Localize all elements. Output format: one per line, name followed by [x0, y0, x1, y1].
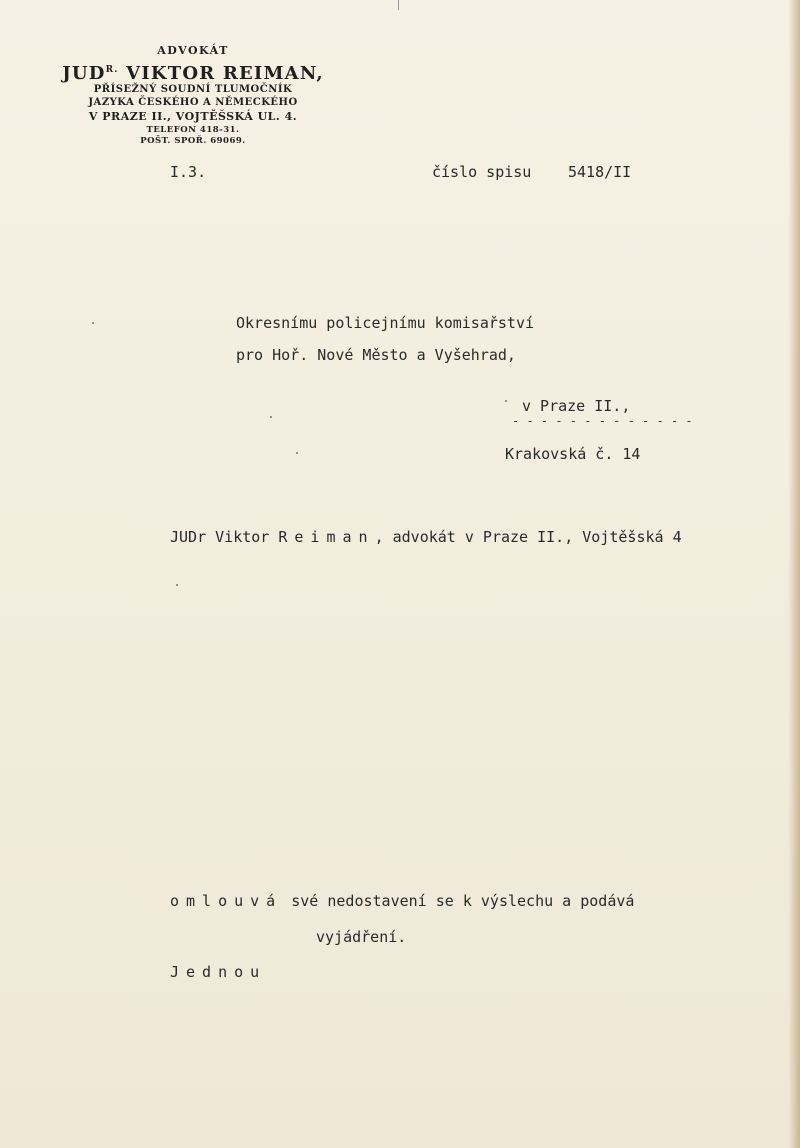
paper-speck: [296, 452, 298, 454]
addressee-line2: pro Hoř. Nové Město a Vyšehrad,: [236, 346, 516, 364]
reference-label: číslo spisu: [432, 163, 532, 181]
letterhead-phone: TELEFON 418-31.: [146, 125, 240, 135]
paper-fold-mark: [398, 0, 399, 10]
reference-left: I.3.: [170, 163, 207, 181]
sender-line: [170, 528, 682, 546]
addressee-line1: Okresnímu policejnímu komisařství: [236, 314, 535, 332]
letterhead-name-sup: R.: [105, 65, 119, 75]
sender-suffix: , advokát v Praze II., Vojtěšská 4: [374, 528, 682, 546]
letterhead-address: V PRAZE II., VOJTĚŠSKÁ UL. 4.: [88, 110, 298, 123]
addressee-line3: v Praze II.,: [522, 397, 631, 415]
paper-edge-shadow: [788, 0, 800, 1148]
letterhead-name-prefix: JUD: [62, 63, 106, 84]
addressee-underline: - - - - - - - - - - - - -: [512, 414, 693, 428]
letterhead-title: ADVOKÁT: [157, 44, 229, 57]
reference-number: 5418/II: [568, 163, 632, 181]
subject-verb: omlouvá: [170, 892, 283, 910]
addressee-line4: Krakovská č. 14: [505, 445, 641, 463]
letterhead-name: [58, 61, 328, 83]
paper-speck: [270, 416, 272, 418]
letterhead-postal-account: POŠT. SPOŘ. 69069.: [140, 136, 246, 146]
closing-word: Jednou: [170, 963, 267, 981]
subject-line2: vyjádření.: [316, 928, 407, 946]
letterhead-line2: PŘÍSEŽNÝ SOUDNÍ TLUMOČNÍK: [93, 84, 293, 95]
subject-rest1: své nedostavení se k výslechu a podává: [291, 892, 635, 910]
paper-speck: [176, 584, 178, 586]
paper-speck: [505, 400, 507, 402]
sender-surname: Reiman: [278, 528, 375, 546]
letterhead-line3: JAZYKA ČESKÉHO A NĚMECKÉHO: [88, 97, 298, 108]
letterhead: [58, 44, 328, 147]
sender-prefix: JUDr Viktor: [170, 528, 270, 546]
subject-line1: [170, 892, 634, 910]
letterhead-name-text: VIKTOR REIMAN,: [118, 63, 324, 84]
paper-speck: [92, 322, 94, 324]
